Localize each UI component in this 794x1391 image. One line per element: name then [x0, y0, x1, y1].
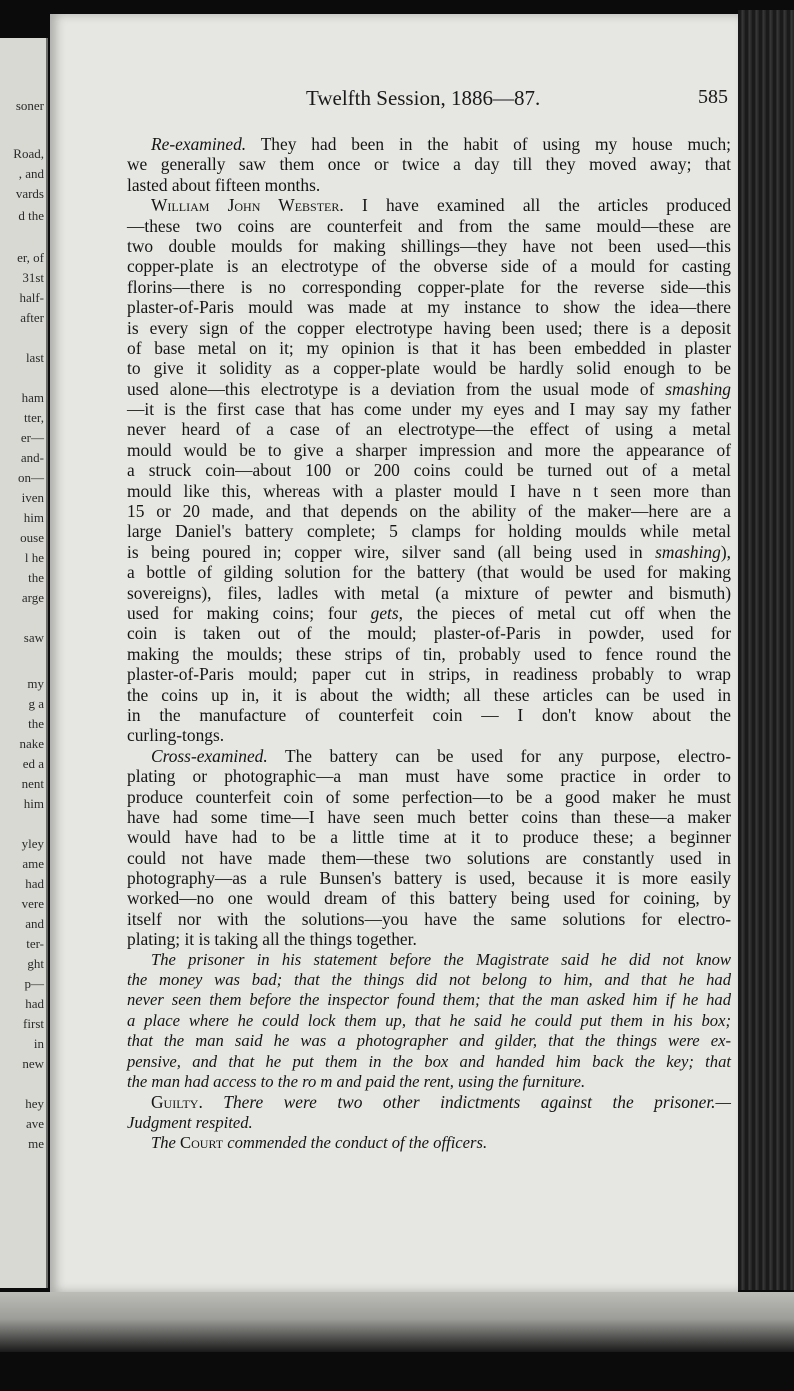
- text-line: Re-examined. They had been in the habit of using my house much;: [151, 134, 731, 154]
- left-margin-fragment: ght: [27, 956, 44, 971]
- left-margin-fragment: iven: [21, 490, 44, 505]
- text-line: mould would be to give a sharper impression and more the appearance of: [127, 439, 731, 460]
- text-line: is every sign of the copper electrotype having been used; there is a deposit: [127, 317, 731, 338]
- text-line: lasted about fifteen months.: [127, 174, 321, 195]
- text-line: Guilty. There were two other indictments against the prisoner.—: [151, 1092, 731, 1113]
- text-line: 15 or 20 made, and that depends on the ability of the maker—here are a: [127, 501, 731, 522]
- text-line: the coins up in, it is about the width; all these articles can be used in: [127, 684, 731, 705]
- text-line: a bottle of gilding solution for the battery (that would be used for making: [127, 562, 731, 583]
- text-line: never seen them before the inspector found them; that the man asked him if he had: [127, 990, 731, 1010]
- text-line: Judgment respited.: [127, 1112, 253, 1132]
- left-page-edge: [0, 38, 48, 1288]
- text-line: two double moulds for making shillings—they have not been used—this: [127, 235, 731, 256]
- text-line: the man had access to the ro m and paid the rent, using the furniture.: [127, 1071, 586, 1091]
- text-line: produce counterfeit coin of some perfection—to be a good maker he must: [127, 786, 731, 807]
- text-line: to give it solidity as a copper-plate would be hardly solid enough to be: [127, 358, 731, 379]
- running-title: Twelfth Session, 1886—87.: [306, 86, 541, 110]
- left-margin-fragment: him: [23, 510, 44, 525]
- text-line: never heard of a case of an electrotype—the effect of using a metal: [127, 419, 731, 440]
- left-margin-fragment: p—: [24, 976, 44, 991]
- text-line: used for making coins; four gets, the pieces of metal cut off when the: [127, 602, 731, 623]
- left-margin-fragment: me: [28, 1136, 44, 1151]
- left-margin-fragment: tter,: [23, 410, 44, 425]
- left-margin-fragment: in: [33, 1036, 44, 1051]
- text-line: mould like this, whereas with a plaster mould I have n t seen more than: [127, 480, 731, 501]
- left-margin-fragment: first: [23, 1016, 44, 1031]
- left-margin-fragment: the: [28, 570, 44, 585]
- text-line: used alone—this electrotype is a deviation from the usual mode of smashing: [127, 378, 731, 399]
- text-line: photography—as a rule Bunsen's battery is used, because it is more easily: [127, 868, 731, 889]
- book-page-edges: [738, 10, 794, 1290]
- text-line: itself nor with the solutions—you have the same solutions for electro-: [127, 908, 731, 929]
- left-margin-fragment: er—: [20, 430, 44, 445]
- left-margin-fragment: soner: [15, 98, 44, 113]
- left-margin-fragment: and-: [20, 450, 44, 465]
- text-line: William John Webster. I have examined all the articles produced: [151, 195, 732, 216]
- left-margin-fragment: my: [27, 676, 44, 691]
- left-margin-fragment: er, of: [17, 250, 44, 265]
- left-margin-fragment: him: [23, 796, 44, 811]
- left-margin-fragment: saw: [23, 630, 44, 645]
- left-margin-fragment: on—: [18, 470, 44, 485]
- left-margin-fragment: ed a: [22, 756, 44, 771]
- left-margin-fragment: ame: [22, 856, 44, 871]
- text-line: a struck coin—about 100 or 200 coins could be turned out of a metal: [127, 460, 731, 481]
- body-text: [127, 134, 731, 1154]
- page-number: 585: [698, 86, 728, 108]
- text-line: florins—there is no corresponding copper-plate for the reverse side—this: [127, 276, 731, 297]
- left-margin-fragment: vere: [21, 896, 44, 911]
- left-margin-fragment: ter-: [26, 936, 44, 951]
- left-margin-fragment: after: [20, 310, 44, 325]
- left-margin-fragment: had: [25, 876, 44, 891]
- left-margin-fragment: 31st: [22, 270, 44, 285]
- left-margin-fragment: nent: [21, 776, 44, 791]
- left-margin-fragment: g a: [28, 696, 44, 711]
- text-line: in the manufacture of counterfeit coin — I don't know about the: [127, 704, 731, 725]
- text-line: large Daniel's battery complete; 5 clamps for holding moulds while metal: [127, 521, 731, 542]
- left-margin-fragment: ham: [21, 390, 44, 405]
- text-line: —these two coins are counterfeit and from the same mould—these are: [127, 215, 731, 236]
- text-line: pensive, and that he put them in the box and handed him back the key; that: [127, 1051, 731, 1071]
- text-line: sovereigns), files, ladles with metal (a mixture of pewter and bismuth): [127, 582, 731, 603]
- left-margin-fragment: Road,: [13, 146, 44, 161]
- left-margin-fragment: half-: [19, 290, 44, 305]
- text-line: The prisoner in his statement before the Magistrate said he did not know: [151, 949, 731, 969]
- book-page: [50, 14, 738, 1292]
- text-line: The Court commended the conduct of the officers.: [151, 1133, 488, 1153]
- left-margin-fragment: the: [28, 716, 44, 731]
- left-margin-fragment: arge: [21, 590, 44, 605]
- left-margin-fragment: l he: [24, 550, 44, 565]
- left-margin-fragment: and: [25, 916, 44, 931]
- text-line: plating; it is taking all the things together.: [127, 929, 417, 950]
- text-line: plaster-of-Paris mould was made at my instance to show the idea—there: [127, 297, 731, 318]
- text-line: Cross-examined. The battery can be used for any purpose, electro-: [151, 745, 731, 766]
- left-margin-fragment: , and: [18, 166, 44, 181]
- left-margin-fragment: vards: [15, 186, 44, 201]
- left-margin-fragment: nake: [19, 736, 44, 751]
- text-line: —it is the first case that has come under my eyes and I may say my father: [127, 399, 731, 420]
- text-line: is being poured in; copper wire, silver sand (all being used in smashing),: [127, 541, 731, 562]
- text-line: would have had to be a little time at it to produce these; a beginner: [127, 827, 731, 848]
- text-line: worked—no one would dream of this battery being used for coining, by: [127, 888, 731, 909]
- running-header: [306, 86, 728, 116]
- left-margin-fragment: had: [25, 996, 44, 1011]
- left-margin-fragment: ouse: [20, 530, 44, 545]
- text-line: copper-plate is an electrotype of the obverse side of a mould for casting: [127, 256, 731, 277]
- left-margin-fragment: yley: [21, 836, 44, 851]
- text-line: a place where he could lock them up, that he said he could put them in his box;: [127, 1010, 731, 1030]
- text-line: coin is taken out of the mould; plaster-of-Paris in powder, used for: [127, 623, 731, 644]
- text-line: making the moulds; these strips of tin, probably used to fence round the: [127, 643, 731, 664]
- left-margin-fragment: last: [25, 350, 44, 365]
- left-margin-fragment: ave: [25, 1116, 44, 1131]
- left-margin-fragment: hey: [25, 1096, 44, 1111]
- text-line: have had some time—I have seen much better coins than these—a maker: [127, 806, 731, 827]
- text-line: the money was bad; that the things did not belong to him, and that he had: [127, 970, 731, 990]
- left-margin-fragment: d the: [18, 208, 44, 223]
- text-line: that the man said he was a photographer and gilder, that the things were ex-: [127, 1031, 731, 1051]
- text-line: curling-tongs.: [127, 725, 225, 746]
- text-line: plating or photographic—a man must have some practice in order to: [127, 766, 731, 787]
- text-line: of base metal on it; my opinion is that it has been embedded in plaster: [127, 337, 731, 358]
- text-line: we generally saw them once or twice a day till they moved away; that: [127, 154, 731, 175]
- left-margin-fragment: new: [22, 1056, 44, 1071]
- text-line: plaster-of-Paris mould; paper cut in strips, in readiness probably to wrap: [127, 664, 731, 685]
- text-line: could not have made them—these two solutions are constantly used in: [127, 847, 731, 868]
- page-bottom-edge: [0, 1292, 794, 1352]
